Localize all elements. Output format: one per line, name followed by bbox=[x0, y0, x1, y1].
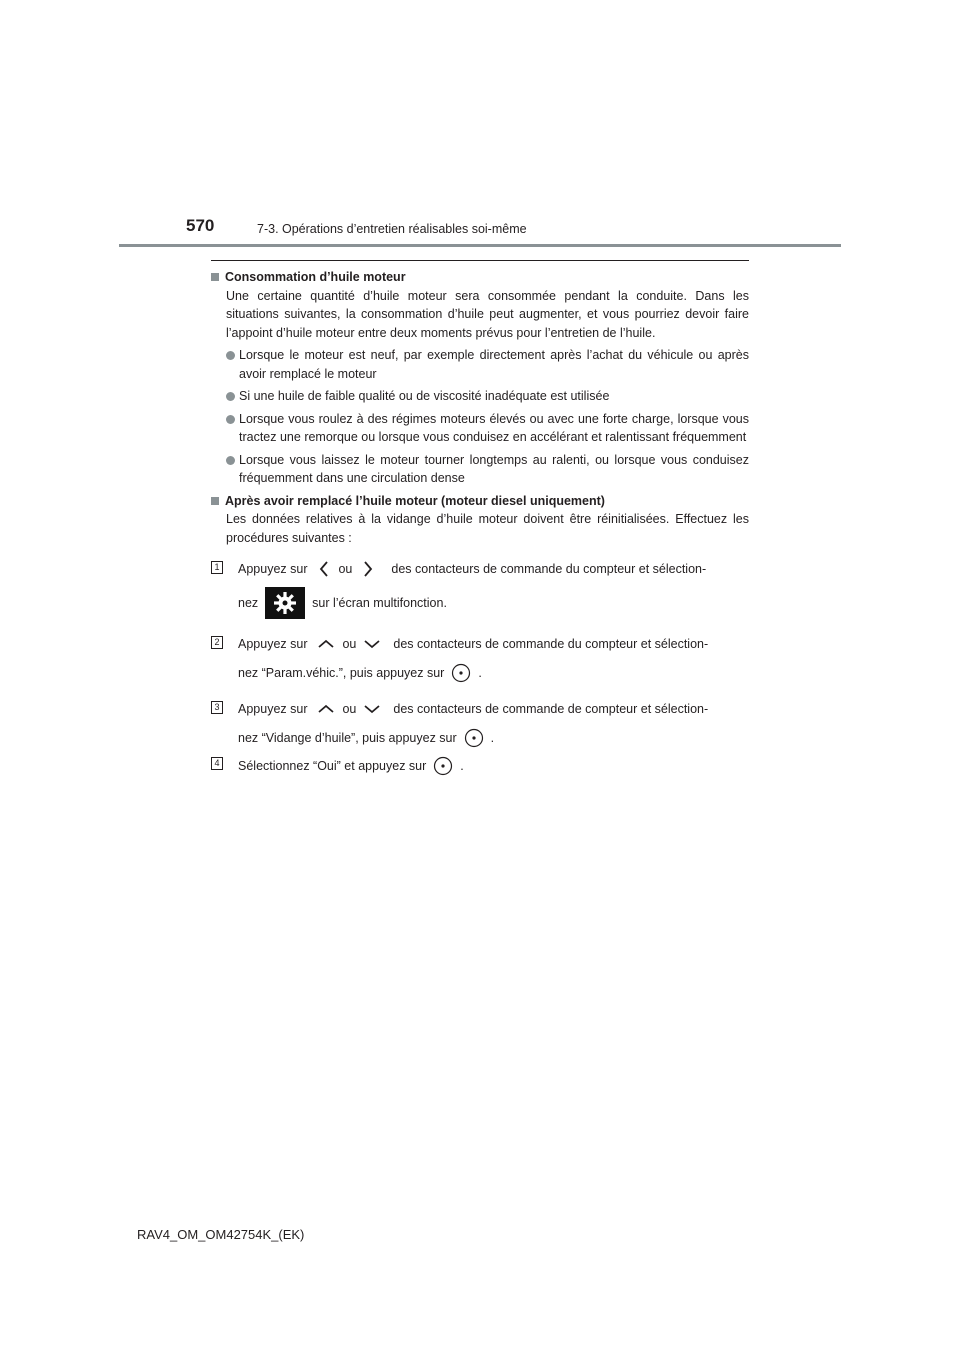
after-change-heading-text: Après avoir remplacé l’huile moteur (moteur diesel uniquement) bbox=[225, 493, 605, 508]
list-item bbox=[226, 410, 749, 447]
chevron-up-icon bbox=[315, 636, 337, 652]
step-text: Sélectionnez “Oui” et appuyez sur bbox=[238, 758, 427, 773]
square-bullet-icon bbox=[211, 273, 219, 281]
step-text: Appuyez sur bbox=[238, 561, 308, 576]
after-change-heading bbox=[211, 492, 749, 511]
list-item-text: Lorsque le moteur est neuf, par exemple directement après l’achat du véhicule ou après avoir remplacé le moteur bbox=[239, 348, 749, 381]
step-text: Appuyez sur bbox=[238, 701, 308, 716]
step-1 bbox=[214, 559, 749, 619]
step-3 bbox=[214, 699, 749, 749]
step-text: . bbox=[460, 758, 464, 773]
section-title: 7-3. Opérations d’entretien réalisables soi-même bbox=[257, 222, 527, 236]
chevron-down-icon bbox=[361, 701, 383, 717]
consumption-heading bbox=[211, 268, 749, 287]
after-change-intro: Les données relatives à la vidange d’huile moteur doivent être réinitialisées. Effectuez les procédures suivantes : bbox=[226, 512, 749, 545]
chevron-left-icon bbox=[313, 560, 335, 578]
round-bullet-icon bbox=[226, 392, 235, 401]
list-item bbox=[226, 451, 749, 488]
chevron-up-icon bbox=[315, 701, 337, 717]
step-text: des contacteurs de commande de compteur et sélection- bbox=[393, 701, 709, 716]
step-text: . bbox=[478, 665, 482, 680]
header-rule bbox=[119, 244, 841, 247]
ok-button-icon bbox=[463, 727, 485, 749]
list-item-text: Lorsque vous roulez à des régimes moteurs élevés ou avec une forte charge, lorsque vous tractez une remorque ou lorsque vous conduisez en accélérant et ralentissant fréquemment bbox=[239, 411, 749, 444]
list-item bbox=[226, 346, 749, 383]
step-text: sur l’écran multifonction. bbox=[312, 595, 447, 610]
list-item-text: Si une huile de faible qualité ou de viscosité inadéquate est utilisée bbox=[239, 389, 610, 403]
step-text: des contacteurs de commande du compteur et sélection- bbox=[393, 636, 709, 651]
round-bullet-icon bbox=[226, 415, 235, 424]
ok-button-icon bbox=[450, 662, 472, 684]
step-number: 1 bbox=[211, 561, 223, 574]
step-number: 2 bbox=[211, 636, 223, 649]
document-code: RAV4_OM_OM42754K_(EK) bbox=[137, 1227, 305, 1242]
page-number: 570 bbox=[186, 216, 215, 235]
square-bullet-icon bbox=[211, 497, 219, 505]
step-text: nez “Vidange d’huile”, puis appuyez sur bbox=[238, 730, 457, 745]
chevron-down-icon bbox=[361, 636, 383, 652]
step-number: 4 bbox=[211, 757, 223, 770]
step-text: ou bbox=[342, 701, 357, 716]
consumption-intro: Une certaine quantité d’huile moteur sera consommée pendant la conduite. Dans les situations suivantes, la consommation d’huile peut augmenter, et vous pourriez devoir faire l’appoint d’huile moteur entre deux moments prévus pour l’entretien de l’huile. bbox=[226, 288, 749, 340]
list-item bbox=[226, 387, 749, 406]
step-text: nez “Param.véhic.”, puis appuyez sur bbox=[238, 665, 445, 680]
consumption-heading-text: Consommation d’huile moteur bbox=[225, 270, 406, 284]
block-rule bbox=[211, 260, 749, 261]
step-text: ou bbox=[342, 636, 357, 651]
step-text: Appuyez sur bbox=[238, 636, 308, 651]
list-item-text: Lorsque vous laissez le moteur tourner longtemps au ralenti, ou lorsque vous conduisez fréquemment dans une circulation dense bbox=[239, 452, 749, 485]
step-number: 3 bbox=[211, 701, 223, 714]
chevron-right-icon bbox=[357, 560, 379, 578]
round-bullet-icon bbox=[226, 456, 235, 465]
step-2 bbox=[214, 634, 749, 684]
page-content bbox=[211, 268, 749, 777]
step-text: . bbox=[490, 730, 495, 745]
round-bullet-icon bbox=[226, 351, 235, 360]
step-text: des contacteurs de commande du compteur et sélection- bbox=[391, 561, 707, 576]
ok-button-icon bbox=[432, 755, 454, 777]
step-4 bbox=[214, 755, 749, 777]
step-text: nez bbox=[238, 595, 259, 610]
settings-gear-icon bbox=[265, 587, 305, 619]
step-text: ou bbox=[338, 561, 353, 576]
